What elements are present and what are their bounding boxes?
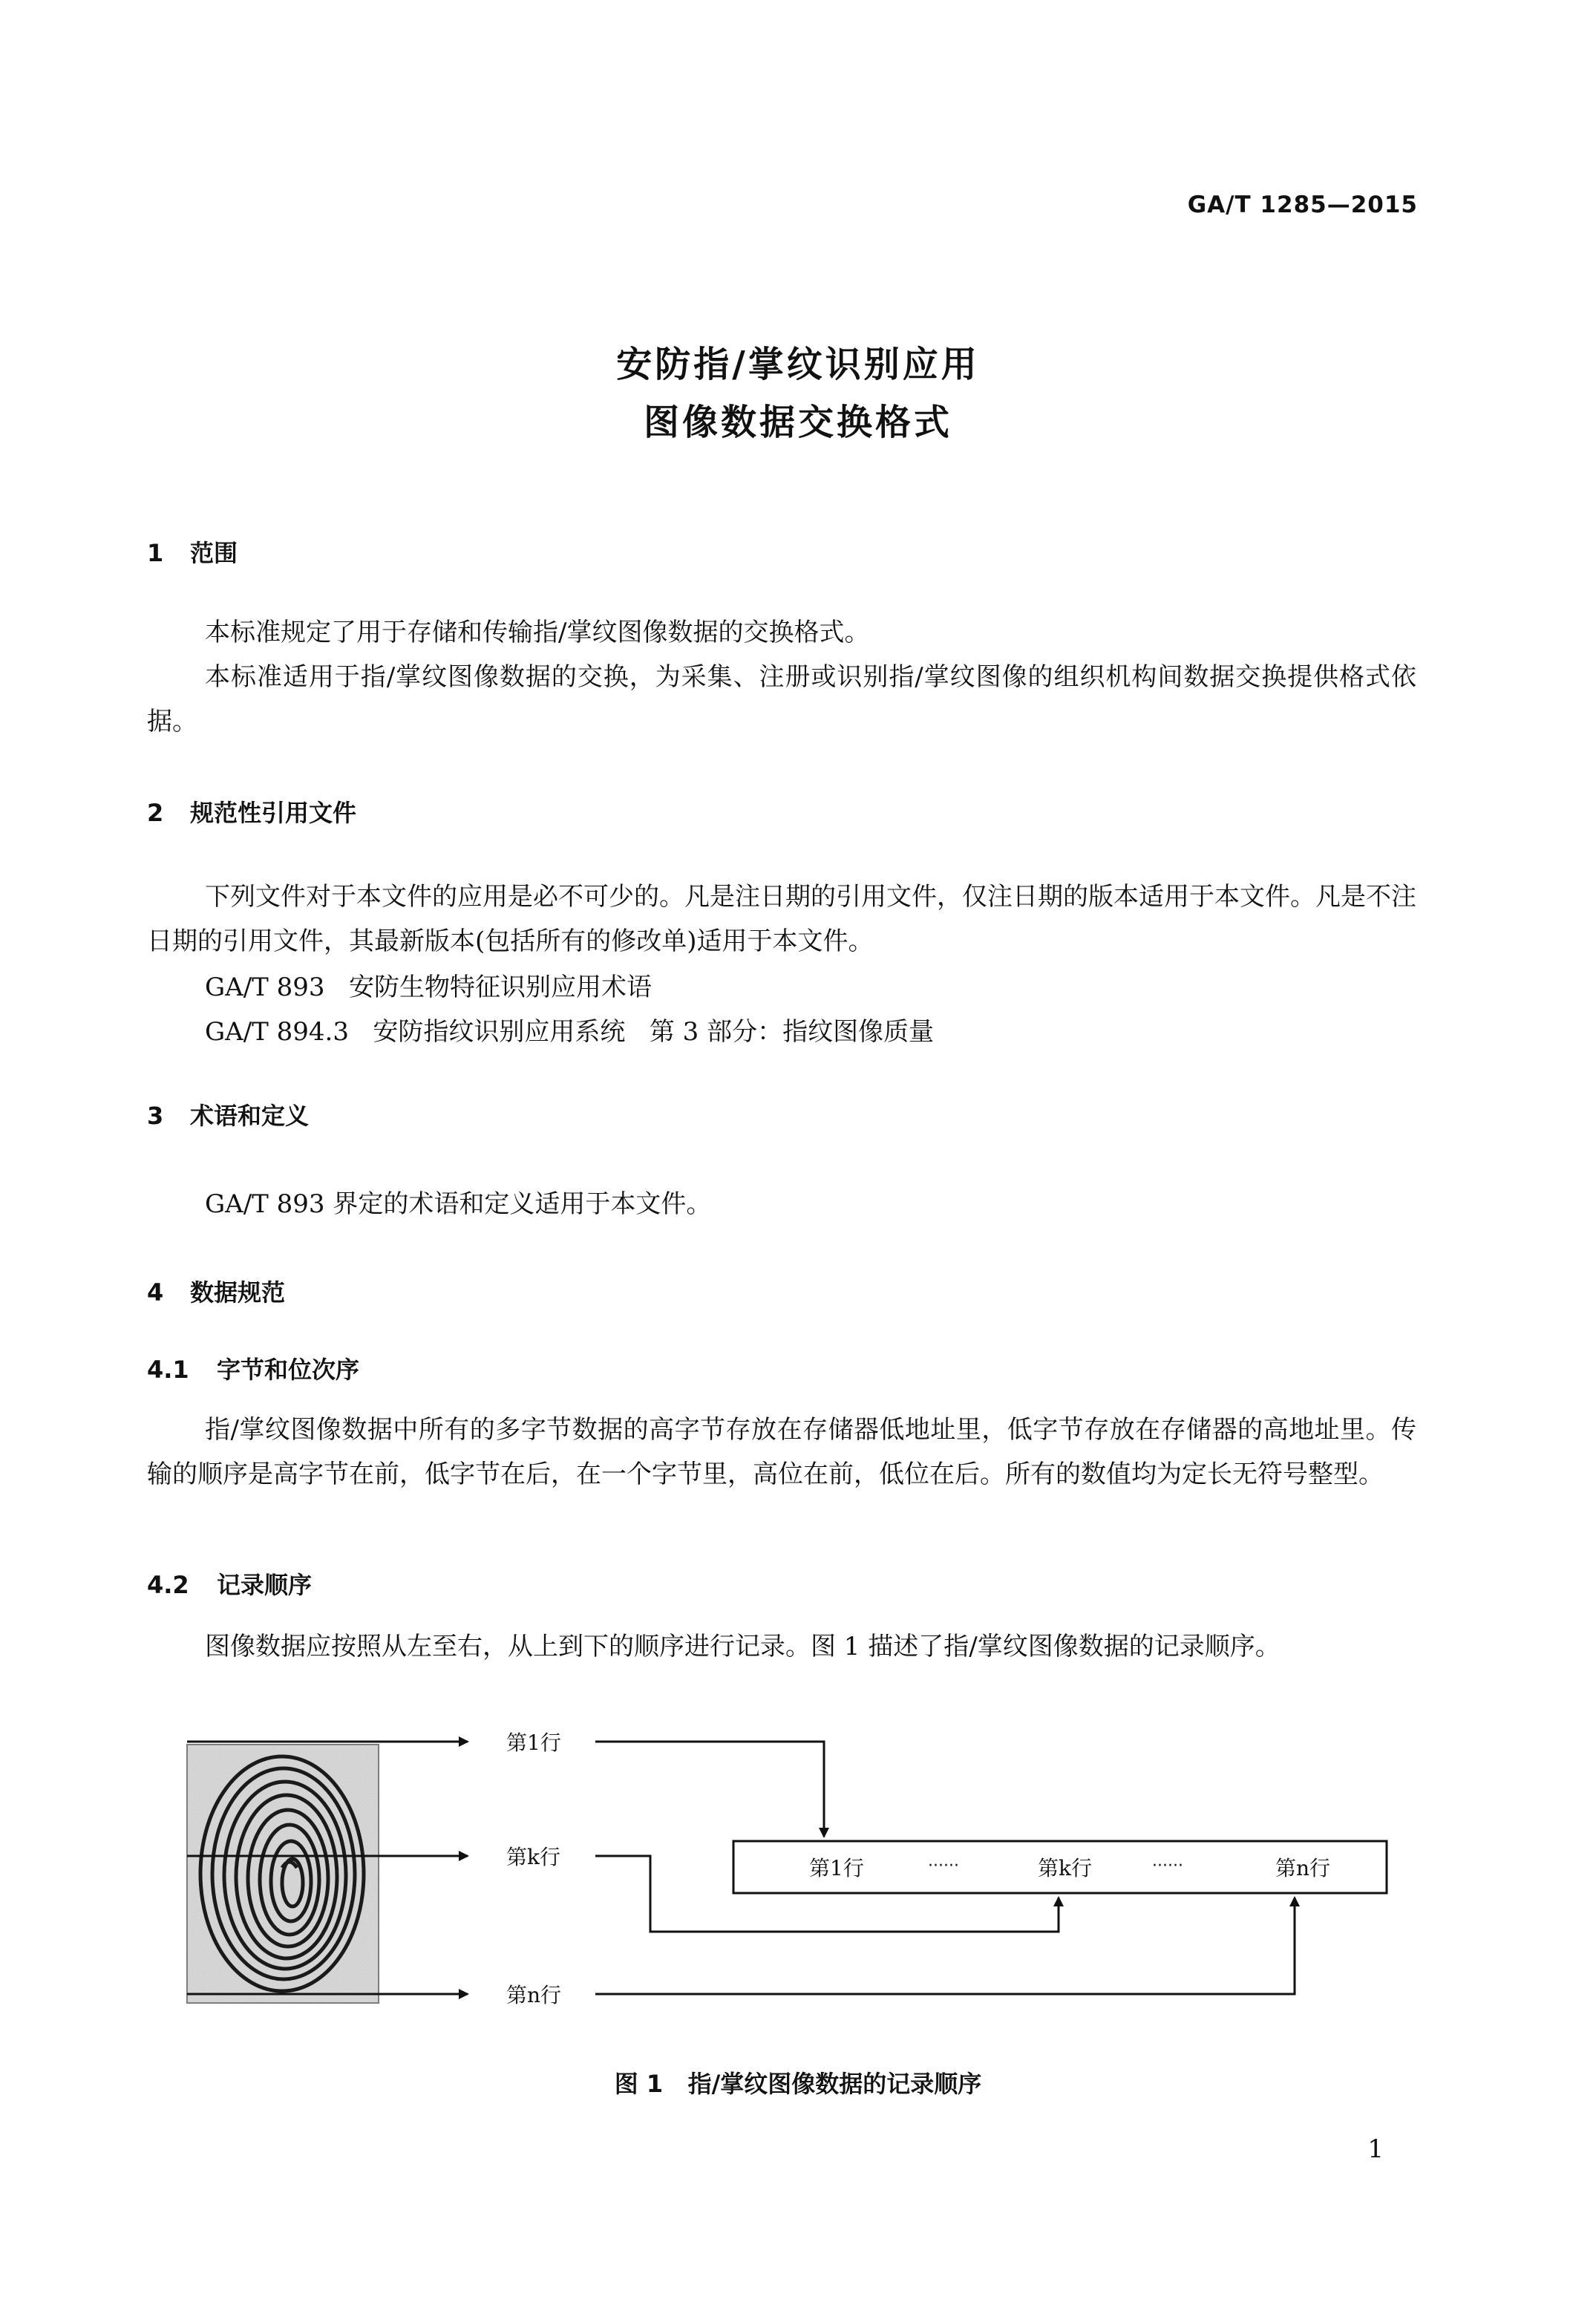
section-3-heading xyxy=(147,1097,309,1131)
section-4-2-paragraph-1: 图像数据应按照从左至右，从上到下的顺序进行记录。图 1 描述了指/掌纹图像数据的记录顺序。 xyxy=(205,1632,1281,1661)
section-number: 3 xyxy=(147,1102,164,1130)
section-number: 2 xyxy=(147,799,164,827)
section-title: 数据规范 xyxy=(190,1278,286,1307)
reference-2: GA/T 894.3 安防指纹识别应用系统 第 3 部分：指纹图像质量 xyxy=(205,1017,935,1047)
section-number: 4 xyxy=(147,1278,164,1307)
section-4-1-paragraph-1: 指/掌纹图像数据中所有的多字节数据的高字节存放在存储器低地址里，低字节存放在存储器的高地址里。传输的顺序是高字节在前，低字节在后，在一个字节里，高位在前，低位在后。所有的数值均为定长无符号整型。 xyxy=(147,1415,1416,1489)
section-title: 记录顺序 xyxy=(217,1571,313,1599)
title-line-2: 图像数据交换格式 xyxy=(643,402,952,443)
section-2-paragraph-1: 下列文件对于本文件的应用是必不可少的。凡是注日期的引用文件，仅注日期的版本适用于本文件。凡是不注日期的引用文件，其最新版本(包括所有的修改单)适用于本文件。 xyxy=(147,882,1416,956)
section-number: 1 xyxy=(147,539,164,567)
section-title: 术语和定义 xyxy=(190,1102,310,1130)
fingerprint-image xyxy=(187,1745,379,2003)
connector-row-n xyxy=(595,1898,1295,1994)
section-number: 4.2 xyxy=(147,1571,189,1599)
section-4-heading xyxy=(147,1274,285,1308)
connector-row-1 xyxy=(595,1742,824,1837)
label-row-n: 第n行 xyxy=(506,1983,562,2007)
section-title: 字节和位次序 xyxy=(217,1356,360,1384)
box-ellipsis-2: ······ xyxy=(1152,1857,1183,1875)
section-title: 范围 xyxy=(190,539,238,567)
section-1-paragraph-2: 本标准适用于指/掌纹图像数据的交换，为采集、注册或识别指/掌纹图像的组织机构间数据交换提供格式依据。 xyxy=(147,662,1416,736)
label-row-1: 第1行 xyxy=(506,1730,561,1755)
section-1-paragraph-1: 本标准规定了用于存储和传输指/掌纹图像数据的交换格式。 xyxy=(205,618,870,647)
section-1-heading xyxy=(147,535,238,569)
page-number: 1 xyxy=(1367,2134,1384,2164)
section-4-2-heading xyxy=(147,1566,312,1601)
reference-1: GA/T 893 安防生物特征识别应用术语 xyxy=(205,973,652,1002)
label-row-k: 第k行 xyxy=(506,1845,560,1869)
box-row-1: 第1行 xyxy=(809,1856,864,1880)
section-4-1-heading xyxy=(147,1351,359,1385)
box-row-n: 第n行 xyxy=(1275,1856,1331,1880)
section-2-heading xyxy=(147,794,356,828)
box-ellipsis-1: ······ xyxy=(928,1857,959,1875)
figure-caption: 图 1 指/掌纹图像数据的记录顺序 xyxy=(614,2070,982,2098)
figure-1 xyxy=(178,1715,1403,2056)
section-title: 规范性引用文件 xyxy=(190,799,357,827)
section-3-paragraph-1: GA/T 893 界定的术语和定义适用于本文件。 xyxy=(205,1189,712,1219)
standard-code: GA/T 1285—2015 xyxy=(1187,192,1418,218)
title-line-1: 安防指/掌纹识别应用 xyxy=(616,344,980,385)
section-number: 4.1 xyxy=(147,1356,189,1384)
box-row-k: 第k行 xyxy=(1038,1856,1092,1880)
figure-1-diagram xyxy=(178,1715,1403,2056)
